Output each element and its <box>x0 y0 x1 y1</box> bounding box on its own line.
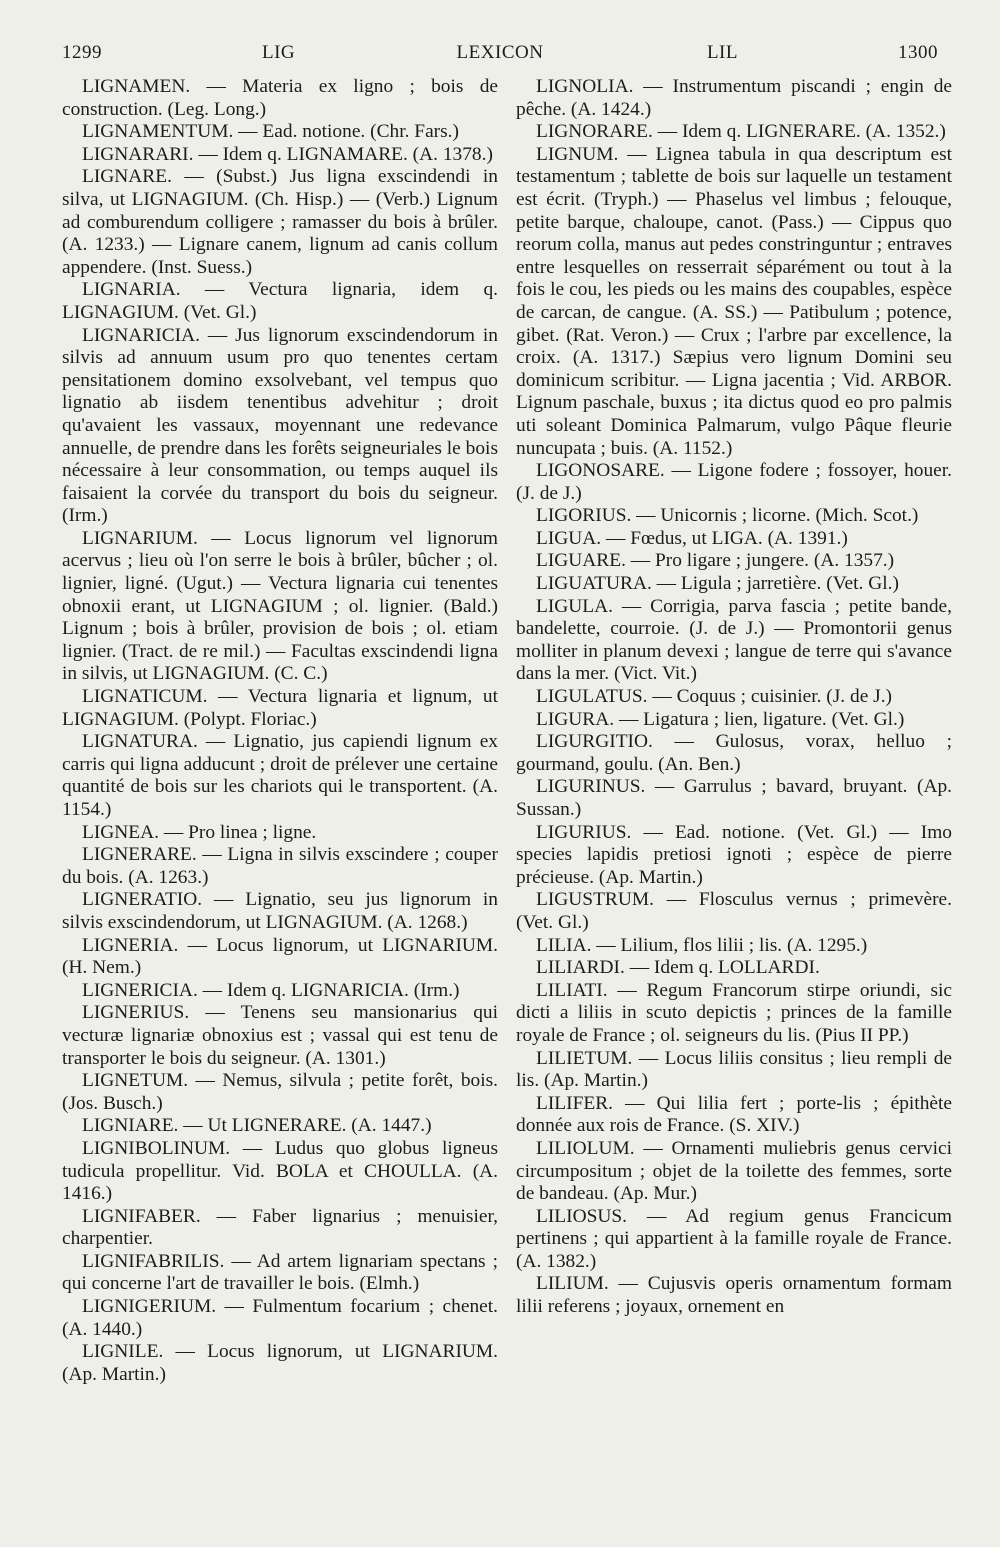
key-word-right: LIL <box>706 42 738 63</box>
page-number-right: 1300 <box>898 42 938 63</box>
dictionary-entry: LIGURA. — Ligatura ; lien, ligature. (Vet. Gl.) <box>536 708 905 730</box>
dictionary-entry: LIGNARICIA. — Jus lignorum exscindendorum in silvis ad annuum usum pro quo tenentes certam pensitationem domino exsolvebant, vel tempus quo lignatio ab iisdem tenentibus advehitur ; droit qu'avaient les vassaux, moyennant une redevance annuelle, de prendre dans les forêts seigneuriales le bois nécessaire à leur consommation, ou temps auquel ils faisaient la corvée du transport du bois du seigneur. (Irm.) <box>62 324 498 527</box>
dictionary-entry: LIGORIUS. — Unicornis ; licorne. (Mich. Scot.) <box>536 505 919 527</box>
dictionary-entry: LIGNIFABRILIS. — Ad artem lignariam spectans ; qui concerne l'art de travailler le bois. (Elmh.) <box>62 1250 498 1295</box>
dictionary-entry: LIGNARE. — (Subst.) Jus ligna exscindendi in silva, ut LIGNAGIUM. (Ch. Hisp.) — (Verb.) Lignum ad comburendum colligere ; ramasser du bois à brûler. (A. 1233.) — Lignare canem, lignum ad canis collum appendere. (Inst. Suess.) <box>62 166 498 278</box>
dictionary-entry: LIGNAMENTUM. — Ead. notione. (Chr. Fars.) <box>82 121 459 143</box>
running-title: LEXICON <box>456 42 544 63</box>
dictionary-entry: LIGNILE. — Locus lignorum, ut LIGNARIUM. (Ap. Martin.) <box>62 1341 498 1385</box>
dictionary-entry: LIGNARIA. — Vectura lignaria, idem q. LIGNAGIUM. (Vet. Gl.) <box>62 279 498 323</box>
dictionary-entry: LIGNERICIA. — Idem q. LIGNARICIA. (Irm.) <box>82 979 460 1001</box>
dictionary-entry: LIGNIGERIUM. — Fulmentum focarium ; chenet. (A. 1440.) <box>62 1296 498 1340</box>
dictionary-entry: LIGNARIUM. — Locus lignorum vel lignorum acervus ; lieu où l'on serre le bois à brûler, bûcher ; ol. lignier, ligné. (Ugut.) — Vectura lignaria cui tenentes obnoxii erant, ut LIGNAGIUM ; ol. lignier. (Bald.) Lignum ; bois à brûler, provision de bois ; ol. etiam lignier. (Tract. de re mil.) — Facultas exscindendi ligna in silvis, ut LIGNAGIUM. (C. C.) <box>62 527 498 685</box>
key-word-left: LIG <box>262 42 296 63</box>
dictionary-entry: LIGNIARE. — Ut LIGNERARE. (A. 1447.) <box>82 1115 432 1137</box>
dictionary-entry: LIGUSTRUM. — Flosculus vernus ; primevère. (Vet. Gl.) <box>516 889 952 933</box>
page-number-left: 1299 <box>62 42 102 63</box>
dictionary-entry: LIGNETUM. — Nemus, silvula ; petite forêt, bois. (Jos. Busch.) <box>62 1070 498 1114</box>
dictionary-entry: LIGNERARE. — Ligna in silvis exscindere ; couper du bois. (A. 1263.) <box>62 844 498 888</box>
dictionary-entry: LILIETUM. — Locus liliis consitus ; lieu rempli de lis. (Ap. Martin.) <box>516 1047 952 1092</box>
dictionary-entry: LIGNAMEN. — Materia ex ligno ; bois de construction. (Leg. Long.) <box>62 76 498 120</box>
dictionary-entry: LIGNATICUM. — Vectura lignaria et lignum, ut LIGNAGIUM. (Polypt. Floriac.) <box>62 686 498 730</box>
dictionary-entry: LIGULATUS. — Coquus ; cuisinier. (J. de J.) <box>536 686 893 708</box>
dictionary-entry: LILIOSUS. — Ad regium genus Francicum pertinens ; qui appartient à la famille royale de France. (A. 1382.) <box>516 1205 952 1272</box>
dictionary-entry: LIGNEA. — Pro linea ; ligne. <box>82 821 317 843</box>
dictionary-entry: LIGNARARI. — Idem q. LIGNAMARE. (A. 1378.) <box>82 143 493 165</box>
dictionary-entry: LILIA. — Lilium, flos lilii ; lis. (A. 1295.) <box>536 934 868 956</box>
dictionary-entry: LIGUA. — Fœdus, ut LIGA. (A. 1391.) <box>536 527 848 549</box>
right-column <box>516 76 952 1319</box>
dictionary-entry: LILIUM. — Cujusvis operis ornamentum formam lilii referens ; joyaux, ornement en <box>516 1273 952 1318</box>
dictionary-entry: LIGNIFABER. — Faber lignarius ; menuisier, charpentier. <box>62 1205 498 1250</box>
dictionary-entry: LIGONOSARE. — Ligone fodere ; fossoyer, houer. (J. de J.) <box>516 460 952 504</box>
dictionary-entry: LIGNIBOLINUM. — Ludus quo globus ligneus tudicula propellitur. Vid. BOLA et CHOULLA. (A. 1416.) <box>62 1137 498 1205</box>
dictionary-entry: LIGUATURA. — Ligula ; jarretière. (Vet. Gl.) <box>536 573 899 595</box>
dictionary-entry: LIGNERATIO. — Lignatio, seu jus lignorum in silvis exscindendorum, ut LIGNAGIUM. (A. 1268.) <box>62 889 498 933</box>
dictionary-entry: LIGNERIUS. — Tenens seu mansionarius qui vecturæ lignariæ obnoxius est ; vassal qui est tenu de transporter le bois du seigneur. (A. 1301.) <box>62 1002 498 1069</box>
dictionary-entry: LIGNERIA. — Locus lignorum, ut LIGNARIUM. (H. Nem.) <box>62 934 498 979</box>
dictionary-entry: LIGULA. — Corrigia, parva fascia ; petite bande, bandelette, courroie. (J. de J.) — Promontorii genus molliter in planum devexi ; langue de terre qui s'avance dans la mer. (Vict. Vit.) <box>516 595 952 685</box>
left-column <box>62 76 498 1386</box>
dictionary-entry: LIGNUM. — Lignea tabula in qua descriptum est testamentum ; tablette de bois sur laquelle un testament est écrit. (Tryph.) — Phaselus vel limbus ; felouque, petite barque, chaloupe, canot. (Pass.) — Cippus quo reorum colla, manus aut pedes constringuntur ; entraves entre lesquelles on resserrait séparément ou tout à la fois le cou, les pieds ou les mains des coupables, espèce de carcan, de cangue. (A. SS.) — Patibulum ; potence, gibet. (Rat. Veron.) — Crux ; l'arbre par excellence, la croix. (A. 1317.) Sæpius vero lignum Domini seu dominicum scribitur. — Ligna jacentia ; Vid. ARBOR. Lignum paschale, buxus ; ita dictus quod eo pro palmis uti soleant Dominica Palmarum, vulgo Pâque fleurie nuncupata ; buis. (A. 1152.) <box>516 143 952 459</box>
dictionary-entry: LIGURINUS. — Garrulus ; bavard, bruyant. (Ap. Sussan.) <box>516 776 952 820</box>
dictionary-entry: LIGUARE. — Pro ligare ; jungere. (A. 1357.) <box>536 550 895 572</box>
dictionary-entry: LIGURGITIO. — Gulosus, vorax, helluo ; gourmand, goulu. (An. Ben.) <box>516 731 952 775</box>
dictionary-entry: LILIATI. — Regum Francorum stirpe oriundi, sic dicti a liliis in scuto depictis ; princes de la famille royale de France ; ol. seigneurs du lis. (Pius II PP.) <box>516 979 952 1046</box>
dictionary-entry: LIGNATURA. — Lignatio, jus capiendi lignum ex carris qui ligna adducunt ; droit de prélever une certaine quantité de bois sur les chariots qui le transportent. (A. 1154.) <box>62 731 498 820</box>
dictionary-entry: LIGNORARE. — Idem q. LIGNERARE. (A. 1352.) <box>536 121 946 143</box>
dictionary-entry: LIGNOLIA. — Instrumentum piscandi ; engin de pêche. (A. 1424.) <box>516 76 952 120</box>
running-header <box>62 42 938 72</box>
dictionary-entry: LILIOLUM. — Ornamenti muliebris genus cervici circumpositum ; objet de la toilette des femmes, sorte de bandeau. (Ap. Mur.) <box>516 1137 952 1205</box>
dictionary-entry: LILIFER. — Qui lilia fert ; porte-lis ; épithète donnée aux rois de France. (S. XIV.) <box>516 1092 952 1137</box>
dictionary-entry: LIGURIUS. — Ead. notione. (Vet. Gl.) — Imo species lapidis pretiosi ignoti ; espèce de pierre précieuse. (Ap. Martin.) <box>516 821 952 888</box>
dictionary-entry: LILIARDI. — Idem q. LOLLARDI. <box>536 957 820 979</box>
